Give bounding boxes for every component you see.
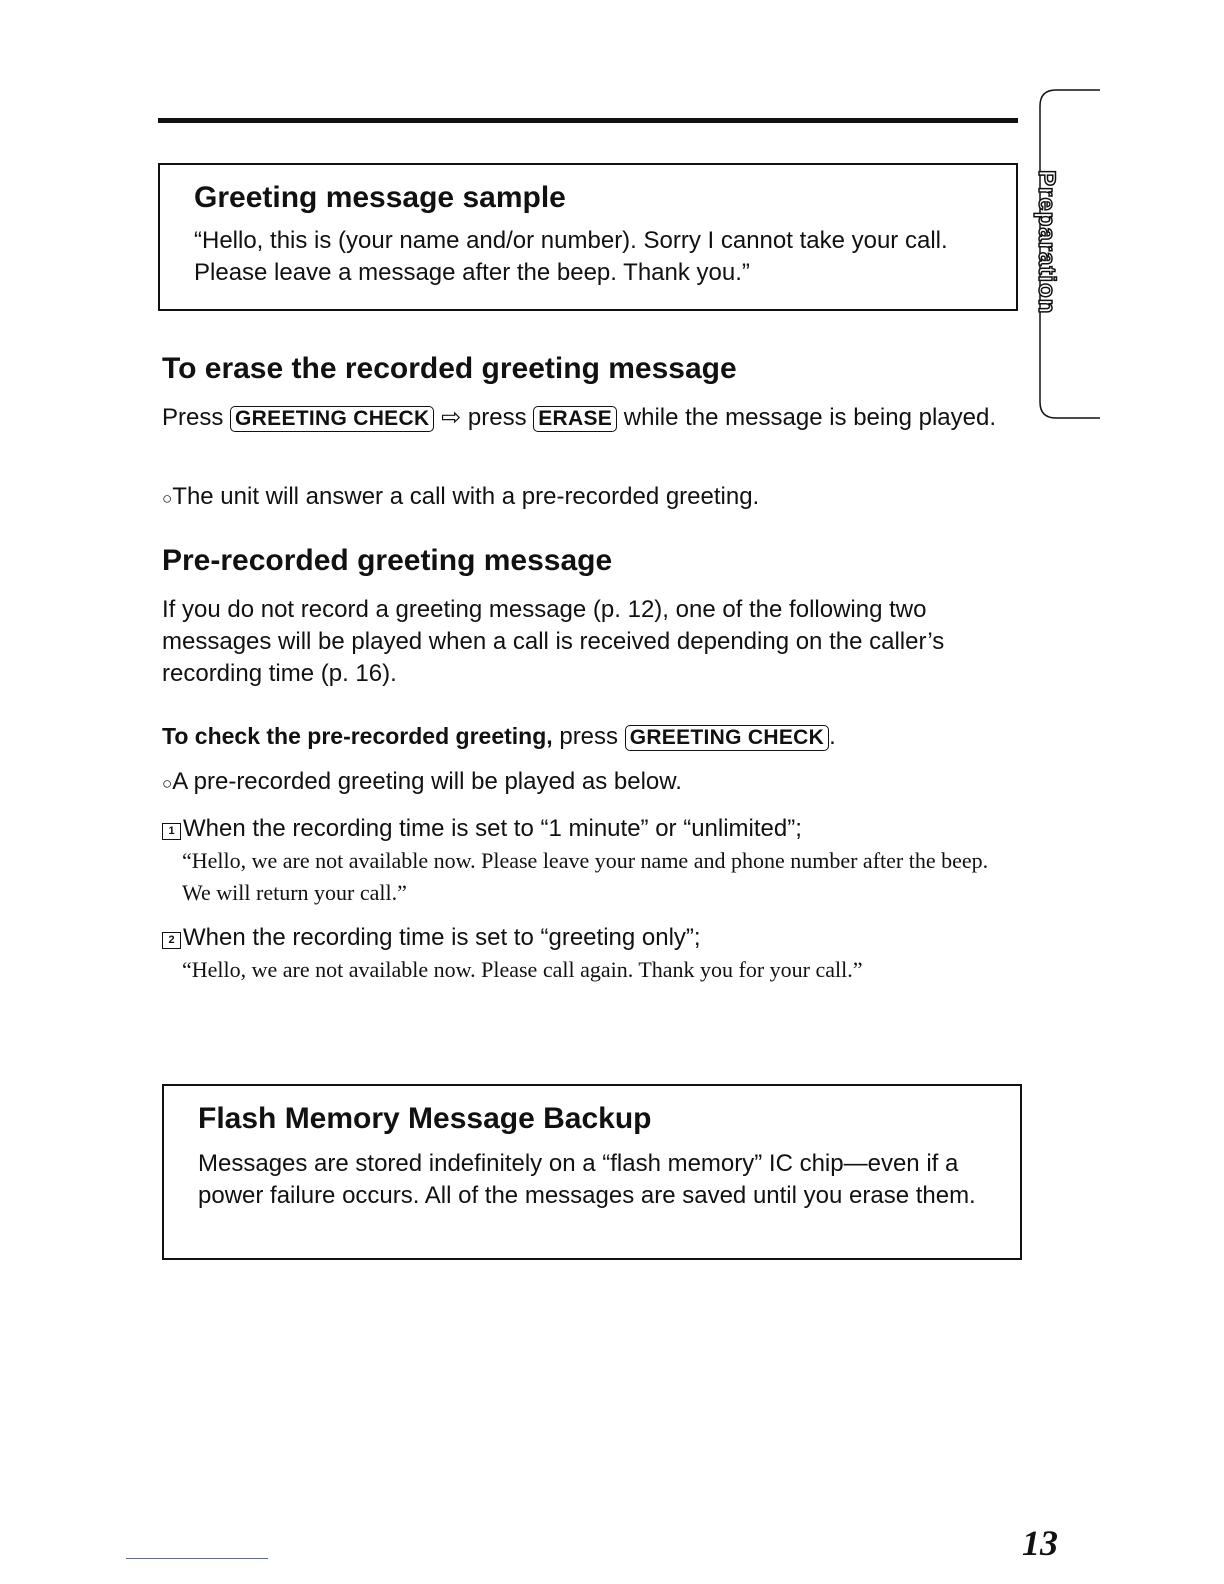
greeting-sample-box — [158, 163, 1018, 311]
prerecorded-intro: If you do not record a greeting message (p. 12), one of the following two messages will be played when a call is received depending on the caller’s recording time (p. 16). — [162, 596, 945, 687]
flash-memory-text: Messages are stored indefinitely on a “flash memory” IC chip—even if a power failure occurs. All of the messages are saved until you erase them. — [198, 1150, 976, 1209]
number-2-icon: 2 — [162, 932, 181, 949]
case-2-message: “Hello, we are not available now. Please call again. Thank you for your call.” — [182, 957, 863, 982]
prerecorded-heading: Pre-recorded greeting message — [162, 544, 613, 577]
check-instruction — [162, 720, 836, 753]
arrow-icon: ⇨ — [441, 404, 462, 431]
bullet-icon: ○ — [162, 489, 173, 508]
flash-memory-box — [162, 1084, 1022, 1260]
check-press: press — [559, 723, 619, 750]
case-1-message: “Hello, we are not available now. Please leave your name and phone number after the beep. We will return your call.” — [182, 848, 989, 905]
number-1-icon: 1 — [162, 823, 181, 840]
erase-instruction — [162, 402, 1012, 434]
greeting-sample-text: “Hello, this is (your name and/or number). Sorry I cannot take your call. Please leave a message after the beep. Thank you.” — [194, 227, 948, 286]
page-number: 13 — [1022, 1523, 1058, 1563]
erase-note — [162, 481, 759, 515]
footer-line — [126, 1558, 268, 1559]
erase-press-1: Press — [162, 404, 224, 431]
case-1-text: When the recording time is set to “1 minute” or “unlimited”; — [183, 815, 802, 842]
erase-key: ERASE — [533, 406, 617, 432]
case-2 — [162, 922, 701, 954]
check-end: . — [829, 723, 836, 750]
greeting-check-key: GREETING CHECK — [230, 406, 434, 432]
erase-press-2: press — [467, 404, 527, 431]
greeting-sample-title: Greeting message sample — [194, 181, 566, 214]
case-2-text: When the recording time is set to “greeting only”; — [183, 924, 701, 951]
prerecorded-bullet-text: A pre-recorded greeting will be played as below. — [172, 768, 682, 795]
bullet-icon: ○ — [162, 774, 173, 793]
erase-heading: To erase the recorded greeting message — [162, 352, 737, 385]
top-rule — [158, 118, 1018, 123]
flash-memory-title: Flash Memory Message Backup — [198, 1102, 652, 1135]
greeting-check-key-2: GREETING CHECK — [625, 725, 829, 751]
case-1 — [162, 813, 802, 845]
erase-rest: while the message is being played. — [623, 404, 996, 431]
prerecorded-bullet — [162, 766, 682, 800]
side-tab-label: Preparation — [1033, 170, 1060, 315]
erase-note-text: The unit will answer a call with a pre-recorded greeting. — [172, 483, 760, 510]
check-bold: To check the pre-recorded greeting, — [162, 723, 553, 749]
